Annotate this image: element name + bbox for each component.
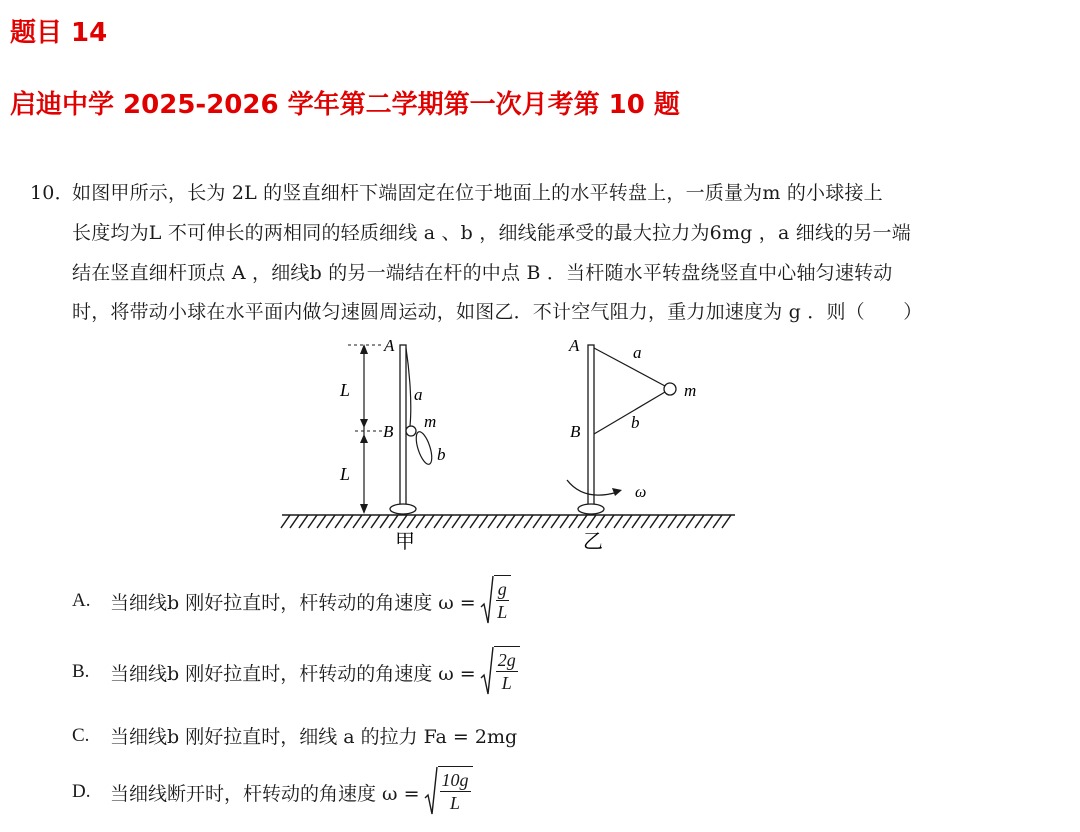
caption-right: 乙	[583, 531, 603, 553]
sqrt-expression	[480, 575, 511, 627]
option-text: 当细线b 刚好拉直时，细线 a 的拉力 Fa = 2mg	[110, 726, 518, 748]
turntable	[578, 504, 604, 514]
option-b[interactable]	[72, 646, 520, 698]
figure-right	[567, 336, 696, 553]
question-line-4: 时，将带动小球在水平面内做匀速圆周运动，如图乙．不计空气阻力，重力加速度为 g ．则（ ）	[72, 301, 923, 323]
option-text: 当细线断开时，杆转动的角速度 ω =	[110, 782, 420, 805]
fraction-numerator: 2g	[497, 650, 516, 670]
rod	[400, 345, 406, 505]
option-text: 当细线b 刚好拉直时，杆转动的角速度 ω =	[110, 662, 476, 685]
string-a-label: a	[414, 385, 423, 404]
option-a[interactable]	[72, 575, 511, 627]
option-label: C.	[72, 724, 90, 746]
question-line-1: 如图甲所示，长为 2L 的竖直细杆下端固定在位于地面上的水平转盘上，一质量为m 的小球接上	[72, 182, 883, 204]
option-d[interactable]	[72, 766, 473, 818]
string-a	[406, 348, 411, 426]
ball-label: m	[684, 381, 697, 400]
physics-figure	[0, 330, 1080, 556]
exam-title: 启迪中学 2025-2026 学年第二学期第一次月考第 10 题	[10, 90, 680, 120]
sqrt-expression	[424, 766, 473, 818]
question-number: 10．	[30, 182, 74, 204]
ground	[281, 515, 735, 528]
string-b-label: b	[631, 413, 640, 432]
point-b-label: B	[570, 422, 581, 441]
problem-tag: 题目 14	[10, 18, 108, 48]
option-c[interactable]	[72, 722, 517, 749]
point-a-label: A	[384, 336, 395, 355]
fraction-numerator: 10g	[441, 770, 469, 790]
ball	[406, 426, 416, 436]
option-label: B.	[72, 661, 90, 682]
length-label-upper: L	[340, 380, 351, 400]
option-text: 当细线b 刚好拉直时，杆转动的角速度 ω =	[110, 591, 476, 614]
option-label: A.	[72, 590, 91, 611]
point-a-label: A	[569, 336, 580, 355]
point-b-label: B	[383, 422, 394, 441]
string-a-label: a	[633, 343, 642, 362]
fraction-numerator: g	[497, 579, 507, 599]
omega-label: ω	[635, 484, 647, 501]
string-b	[594, 392, 665, 434]
question-line-3: 结在竖直细杆顶点 A ，细线b 的另一端结在杆的中点 B ．当杆随水平转盘绕竖直中心轴匀速转动	[72, 262, 893, 284]
sqrt-expression	[480, 646, 520, 698]
ball-label: m	[424, 412, 437, 431]
rod	[588, 345, 594, 505]
fraction-denominator: L	[501, 673, 512, 693]
fraction-denominator: L	[449, 793, 460, 813]
question-line-2: 长度均为L 不可伸长的两相同的轻质细线 a 、b ，细线能承受的最大拉力为6mg ，a 细线的另一端	[72, 222, 911, 244]
length-label-lower: L	[340, 464, 351, 484]
string-b-label: b	[437, 445, 446, 464]
string-b-loop	[413, 430, 435, 466]
option-label: D.	[72, 781, 91, 802]
fraction-denominator: L	[497, 602, 508, 622]
ball	[664, 383, 676, 395]
caption-left: 甲	[395, 531, 415, 553]
turntable	[390, 504, 416, 514]
string-a	[594, 348, 665, 386]
